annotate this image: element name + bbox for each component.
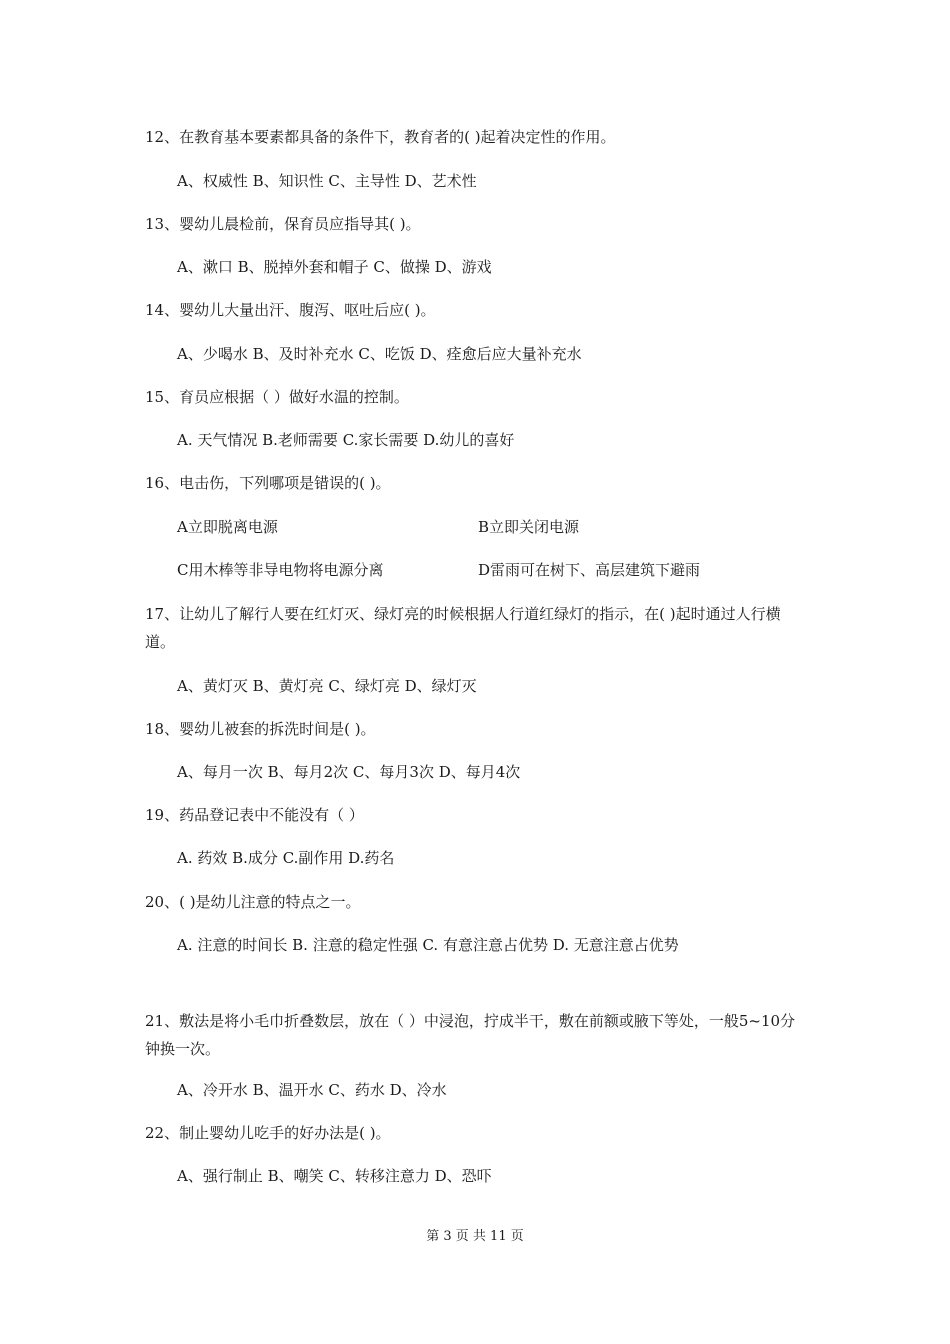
question-15-options: A. 天气情况 B.老师需要 C.家长需要 D.幼儿的喜好 (177, 431, 515, 449)
question-17-stem: 17、让幼儿了解行人要在红灯灭、绿灯亮的时候根据人行道红绿灯的指示，在( )起时通过人行横道。 (145, 605, 781, 651)
question-16-option-c: C用木棒等非导电物将电源分离 (177, 561, 384, 579)
question-18-stem: 18、婴幼儿被套的拆洗时间是( )。 (145, 720, 376, 738)
question-18-options: A、每月一次 B、每月2次 C、每月3次 D、每月4次 (177, 763, 521, 781)
question-20-stem: 20、( )是幼儿注意的特点之一。 (145, 893, 361, 911)
question-12-stem: 12、在教育基本要素都具备的条件下，教育者的( )起着决定性的作用。 (145, 128, 616, 146)
question-16-option-d: D雷雨可在树下、高层建筑下避雨 (478, 561, 701, 579)
question-12-options: A、权威性 B、知识性 C、主导性 D、艺术性 (177, 172, 477, 190)
question-17-options: A、黄灯灭 B、黄灯亮 C、绿灯亮 D、绿灯灭 (177, 677, 477, 695)
question-14-options: A、少喝水 B、及时补充水 C、吃饭 D、痊愈后应大量补充水 (177, 345, 582, 363)
question-15-stem: 15、育员应根据（ ）做好水温的控制。 (145, 388, 409, 406)
question-16-option-b: B立即关闭电源 (478, 518, 580, 536)
question-22-options: A、强行制止 B、嘲笑 C、转移注意力 D、恐吓 (177, 1167, 492, 1185)
question-16-stem: 16、电击伤，下列哪项是错误的( )。 (145, 474, 391, 492)
question-22-stem: 22、制止婴幼儿吃手的好办法是( )。 (145, 1124, 391, 1142)
page-number-footer: 第 3 页 共 11 页 (426, 1229, 524, 1244)
question-19-stem: 19、药品登记表中不能没有（ ） (145, 806, 364, 824)
question-20-options: A. 注意的时间长 B. 注意的稳定性强 C. 有意注意占优势 D. 无意注意占优势 (177, 936, 679, 954)
question-14-stem: 14、婴幼儿大量出汗、腹泻、呕吐后应( )。 (145, 301, 436, 319)
question-21-stem: 21、敷法是将小毛巾折叠数层，放在（ ）中浸泡，拧成半干，敷在前额或腋下等处，一般5~10分钟换一次。 (145, 1012, 796, 1058)
question-13-stem: 13、婴幼儿晨检前，保育员应指导其( )。 (145, 215, 421, 233)
question-19-options: A. 药效 B.成分 C.副作用 D.药名 (177, 849, 395, 867)
question-16-option-a: A立即脱离电源 (177, 518, 278, 536)
question-13-options: A、漱口 B、脱掉外套和帽子 C、做操 D、游戏 (177, 258, 492, 276)
question-21-options: A、冷开水 B、温开水 C、药水 D、冷水 (177, 1081, 447, 1099)
